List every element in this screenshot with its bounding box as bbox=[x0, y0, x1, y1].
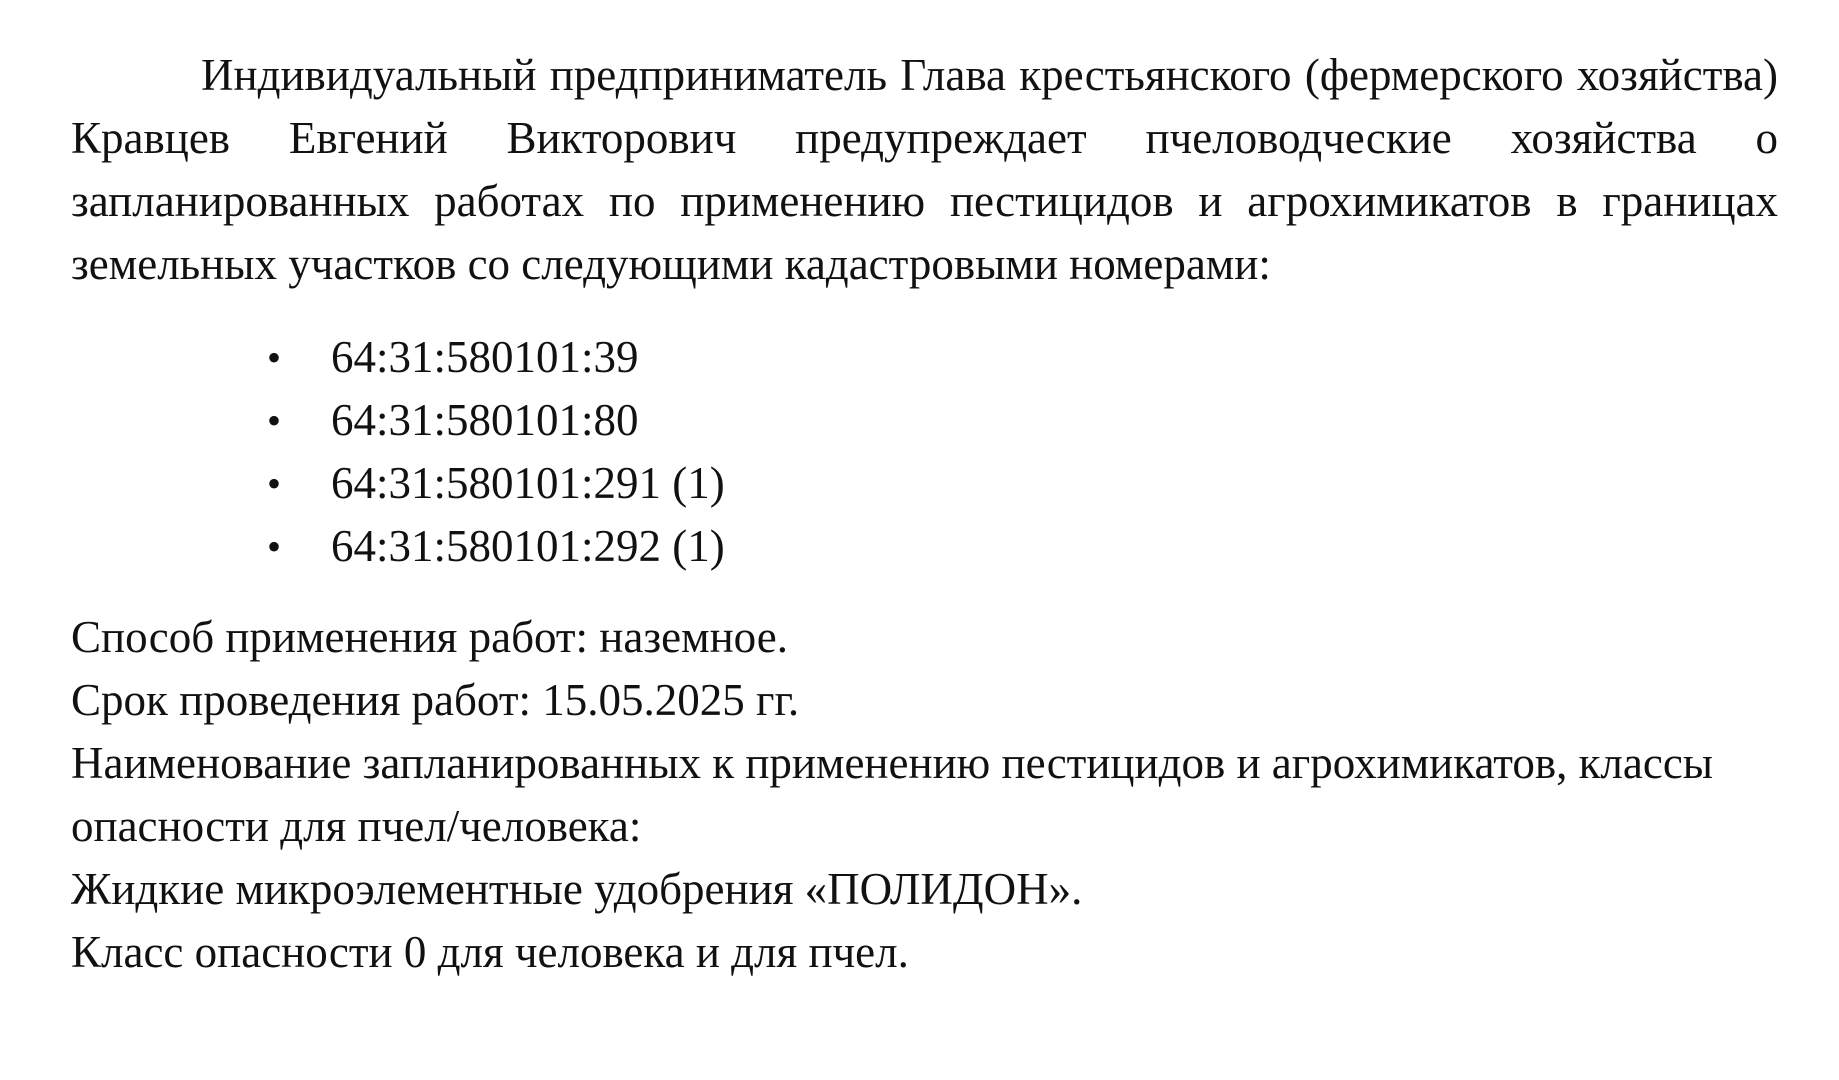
substances-heading: Наименование запланированных к применению пестицидов и агрохимикатов, классы опасности для пчел/человека: bbox=[71, 738, 1714, 851]
product-name: Жидкие микроэлементные удобрения «ПОЛИДОН». bbox=[71, 864, 1083, 914]
document-page bbox=[71, 44, 1778, 984]
list-item bbox=[267, 326, 1778, 389]
cadastral-number: 64:31:580101:291 (1) bbox=[331, 458, 725, 508]
cadastral-number: 64:31:580101:39 bbox=[331, 332, 639, 382]
bullet-icon: • bbox=[267, 398, 282, 443]
application-method: Способ применения работ: наземное. bbox=[71, 612, 788, 662]
bullet-icon: • bbox=[267, 524, 282, 569]
cadastral-number: 64:31:580101:292 (1) bbox=[331, 521, 725, 571]
work-period: Срок проведения работ: 15.05.2025 гг. bbox=[71, 675, 800, 725]
cadastral-number: 64:31:580101:80 bbox=[331, 395, 639, 445]
list-item bbox=[267, 452, 1778, 515]
intro-paragraph: Индивидуальный предприниматель Глава крестьянского (фермерского хозяйства) Кравцев Евгений Викторович предупреждает пчеловодческие хозяйства о запланированных работах по применению пестицидов и агрохимикатов в границах земельных участков со следующими кадастровыми номерами: bbox=[71, 50, 1778, 289]
list-item bbox=[267, 515, 1778, 578]
cadastral-number-list bbox=[71, 326, 1778, 578]
hazard-class: Класс опасности 0 для человека и для пчел. bbox=[71, 927, 909, 977]
bullet-icon: • bbox=[267, 461, 282, 506]
list-item bbox=[267, 389, 1778, 452]
bullet-icon: • bbox=[267, 335, 282, 380]
